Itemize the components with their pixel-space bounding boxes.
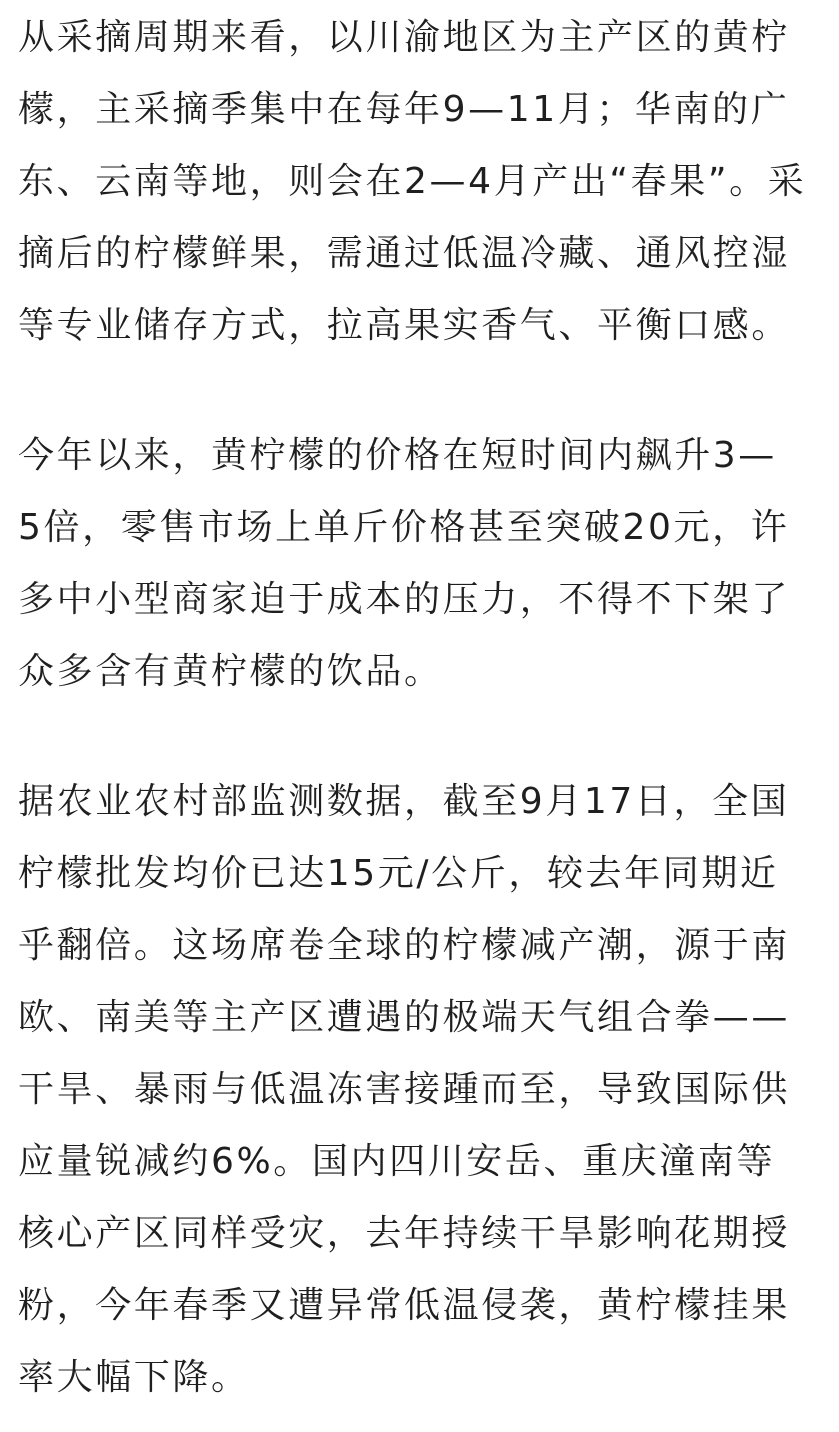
paragraph-market-data — [18, 766, 821, 1414]
paragraph-line: 核心产区同样受灾，去年持续干旱影响花期授 — [18, 1213, 791, 1254]
paragraph-price-surge — [18, 420, 821, 708]
paragraph-line: 等专业储存方式，拉高果实香气、平衡口感。 — [18, 305, 791, 346]
paragraph-line: 从采摘周期来看，以川渝地区为主产区的黄柠 — [18, 17, 791, 58]
paragraph-line: 摘后的柠檬鲜果，需通过低温冷藏、通风控湿 — [18, 233, 791, 274]
paragraph-line: 东、云南等地，则会在2—4月产出“春果”。采 — [18, 161, 807, 202]
paragraph-spacer — [18, 362, 821, 420]
paragraph-line: 干旱、暴雨与低温冻害接踵而至，导致国际供 — [18, 1069, 791, 1110]
paragraph-line: 多中小型商家迫于成本的压力，不得不下架了 — [18, 579, 791, 620]
paragraph-line: 乎翻倍。这场席卷全球的柠檬减产潮，源于南 — [18, 925, 791, 966]
paragraph-line: 今年以来，黄柠檬的价格在短时间内飙升3— — [18, 435, 777, 476]
paragraph-line: 据农业农村部监测数据，截至9月17日，全国 — [18, 781, 790, 822]
paragraph-line: 柠檬批发均价已达15元/公斤，较去年同期近 — [18, 853, 779, 894]
paragraph-line: 粉，今年春季又遭异常低温侵袭，黄柠檬挂果 — [18, 1285, 791, 1326]
paragraph-line: 众多含有黄柠檬的饮品。 — [18, 651, 443, 692]
paragraph-line: 檬，主采摘季集中在每年9—11月；华南的广 — [18, 89, 790, 130]
paragraph-line: 率大幅下降。 — [18, 1357, 250, 1398]
paragraph-line: 应量锐减约6%。国内四川安岳、重庆潼南等 — [18, 1141, 776, 1182]
paragraph-harvest-cycle — [18, 2, 821, 362]
paragraph-spacer — [18, 708, 821, 766]
paragraph-line: 欧、南美等主产区遭遇的极端天气组合拳—— — [18, 997, 791, 1038]
paragraph-line: 5倍，零售市场上单斤价格甚至突破20元，许 — [18, 507, 790, 548]
